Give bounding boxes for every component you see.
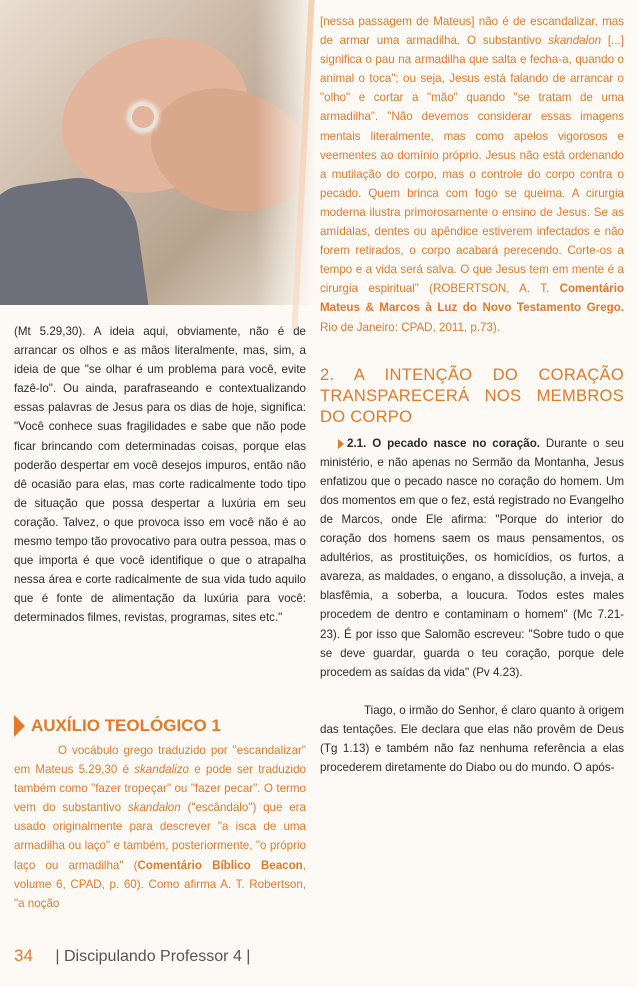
aux-heading-text: AUXÍLIO TEOLÓGICO 1 [31, 716, 221, 736]
right-c1: [nessa passagem de Mateus] não é de escandalizar, mas de armar uma armadilha. O substantivo [320, 15, 624, 48]
sub-label: 2.1. O pecado nasce no coração. [347, 436, 540, 450]
section-para-1 [320, 434, 624, 682]
aux-b1: Comentário Bíblico Beacon [137, 858, 303, 872]
right-quote-paragraph [320, 12, 624, 337]
left-intro-paragraph: (Mt 5.29,30). A ideia aqui, obviamente, não é de arrancar os olhos e as mãos literalmente, mas, sim, a ideia de que "se olhar é um problema para você, evite fazê-lo". Ou ainda, parafraseando e contextualizando essas palavras de Jesus para os dias de hoje, significa: "Você conhece suas fragilidades e sabe que não pode ficar brincando com determinadas coisas, porque elas poderão despertar em você desejos impuros, então não dê ocasião para elas, mas corte radicalmente todo tipo de situação que possa despertar a luxúria em seu coração. Talvez, o que provoca isso em você não é ao mesmo tempo tão provocativo para outra pessoa, mas o que importa é que você identifique o que o atrapalha nessa área e corte radicalmente de sua vida tudo aquilo que é fonte de alimentação da luxúria para você: determinados filmes, revistas, programas, sites etc." [14, 325, 306, 625]
section-heading: 2. A INTENÇÃO DO CORAÇÃO TRANSPARECERÁ NOS MEMBROS DO CORPO [320, 365, 624, 426]
page-number: 34 [14, 946, 33, 965]
aux-i1: skandalizo [134, 763, 189, 777]
right-c2: [...] significa o pau na armadilha que salta e fecha-a, quando o animal o toca"; ou seja, Jesus está falando de arrancar o "olho" e cortar a "mão" quando "se tratam de uma armadilha". "Não devemos considerar essas imagens mentais literalmente, mas como apelos vigorosos e veementes ao domínio próprio. Jesus não está ordenando a mutilação do corpo, mas o controle do corpo contra o pecado. Quem brinca com fogo se queima. A cirurgia moderna ilustra primorosamente o ensino de Jesus. Se as amídalas, dentes ou apêndice estiverem infectados e não forem retirados, o corpo acabará perecendo. Corte-os a tempo e a vida será salva. O que Jesus tem em mente é a cirurgia espiritual" (ROBERTSON, A. T. [320, 34, 625, 296]
bullet-triangle-icon [338, 439, 344, 449]
right-cb: Comentário Mateus & Marcos à Luz do Novo Testamento Grego. [320, 282, 624, 315]
page-footer [14, 946, 250, 966]
right-ci: skandalon [548, 34, 602, 48]
auxilio-teologico-box [14, 715, 306, 913]
ring-icon [128, 102, 158, 132]
aux-i2: skandalon [127, 801, 181, 815]
footer-title: | Discipulando Professor 4 | [55, 948, 251, 965]
para1-text: Durante o seu ministério, e não apenas no Sermão da Montanha, Jesus enfatizou que o pecado nasce no coração do homem. Um dos momentos em que o fez, está registrado no Evangelho de Marcos, onde Ele afirma: "Porque do interior do coração dos homens saem os maus pensamentos, os adultérios, as prostituições, os homicídios, os furtos, a avareza, as maldades, o engano, a dissolução, a inveja, a blasfêmia, a soberba, a loucura. Todos estes males procedem de dentro e contaminam o homem" (Mc 7.21-23). É por isso que Salomão escreveu: "Sobre tudo o que se deve guardar, guarda o teu coração, porque dele procedem as saídas da vida" (Pv 4.23). [320, 436, 624, 679]
aux-t1: O vocábulo grego traduzido por "escandalizar" em Mateus 5.29,30 é [14, 744, 306, 777]
aux-paragraph [14, 741, 306, 913]
right-c3: Rio de Janeiro: CPAD, 2011, p.73). [320, 320, 501, 334]
section-para-2: Tiago, o irmão do Senhor, é claro quanto à origem das tentações. Ele declara que elas não provêm de Deus (Tg 1.13) e também não faz nenhuma referência a elas procederem diretamente do Diabo ou do mundo. O após- [320, 703, 624, 775]
aux-t4: , volume 6, CPAD, p. 60). Como afirma A. T. Robertson, "a noção [14, 858, 306, 910]
right-column [320, 12, 624, 777]
aux-t3: ("escândalo") que era usado originalmente para descrever "a isca de uma armadilha ou laço" e também, posteriormente, "o próprio laço ou armadilha" ( [14, 801, 306, 872]
left-column [14, 322, 306, 628]
aux-heading [14, 715, 306, 737]
triangle-icon [14, 715, 25, 737]
wedding-hands-photo [0, 0, 316, 305]
aux-t2: e pode ser traduzido também como "fazer tropeçar" ou "fazer pecar". O termo vem do substantivo [14, 763, 306, 815]
